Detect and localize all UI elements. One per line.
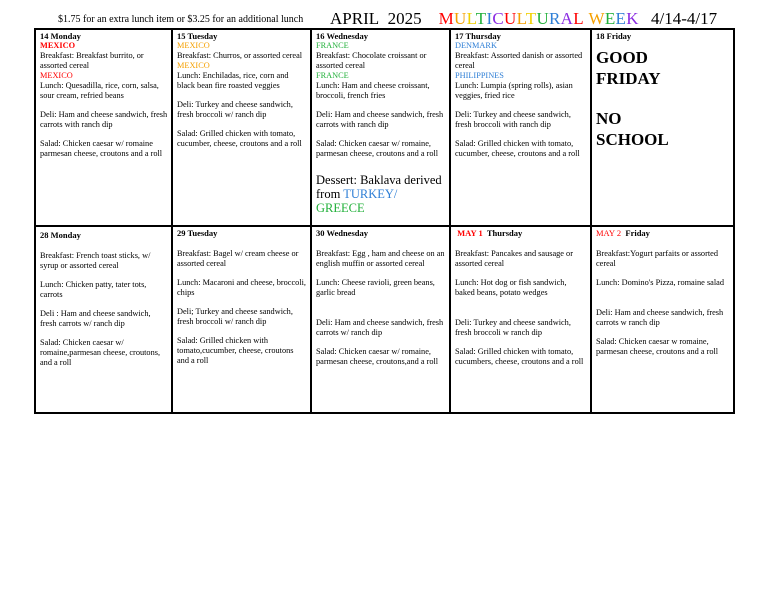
no-school-line2: SCHOOL bbox=[596, 130, 669, 149]
salad-item: Salad: Chicken caesar w/ romaine, parmesan cheese, croutons,and a roll bbox=[316, 347, 439, 366]
salad-item: Salad: Chicken caesar w/ romaine, parmesan cheese, croutons and a roll bbox=[316, 139, 439, 158]
country-label: PHILIPPINES bbox=[455, 71, 504, 80]
deli-item: Deli: Turkey and cheese sandwich, fresh broccoli with ranch dip bbox=[455, 110, 571, 129]
week-label-letter: U bbox=[536, 9, 550, 28]
menu-title bbox=[330, 9, 717, 29]
week-label-letter: T bbox=[525, 9, 537, 28]
lunch-item: Lunch: Quesadilla, rice, corn, salsa, sour cream, refried beans bbox=[40, 81, 159, 100]
week-label-letter: L bbox=[516, 9, 526, 28]
country-label: MEXICO bbox=[177, 61, 210, 70]
day-heading: 14 Monday bbox=[40, 31, 81, 41]
country-label: FRANCE bbox=[316, 71, 349, 80]
title-date-range: 4/14-4/17 bbox=[651, 9, 718, 28]
week-label-letter: T bbox=[475, 9, 487, 28]
week-label-letter: I bbox=[486, 9, 493, 28]
breakfast-item: Breakfast:Yogurt parfaits or assorted cereal bbox=[596, 249, 718, 268]
lunch-item: Lunch: Enchiladas, rice, corn and black bean fire roasted veggies bbox=[177, 71, 289, 90]
day-heading: 29 Tuesday bbox=[177, 228, 218, 238]
title-year: 2025 bbox=[387, 9, 422, 28]
dessert-text: Dessert: Baklava derived from bbox=[316, 173, 442, 201]
salad-item: Salad: Grilled chicken with tomato,cucumber, cheese, croutons and a roll bbox=[177, 336, 294, 365]
day-cell-may-2-friday bbox=[592, 227, 733, 412]
dessert-country-greece: GREECE bbox=[316, 201, 365, 215]
day-cell-16-wednesday bbox=[312, 30, 451, 227]
breakfast-item: Breakfast: Chocolate croissant or assorted cereal bbox=[316, 51, 427, 70]
breakfast-item: Breakfast: Egg , ham and cheese on an english muffin or assorted cereal bbox=[316, 249, 445, 268]
day-heading: 28 Monday bbox=[40, 230, 81, 240]
salad-item: Salad: Chicken caesar w/ romaine parmesan cheese, croutons and a roll bbox=[40, 139, 163, 158]
week-label-letter: A bbox=[560, 9, 574, 28]
week-label-letter: E bbox=[604, 9, 616, 28]
week-label-letter: M bbox=[438, 9, 455, 28]
multicultural-week-label bbox=[439, 9, 639, 28]
day-heading: 30 Wednesday bbox=[316, 228, 369, 238]
day-cell-28-monday bbox=[36, 227, 173, 412]
day-name: Friday bbox=[625, 228, 650, 238]
lunch-item: Lunch: Hot dog or fish sandwich, baked beans, potato wedges bbox=[455, 278, 567, 297]
lunch-item: Lunch: Domino's Pizza, romaine salad bbox=[596, 278, 724, 287]
day-cell-18-friday bbox=[592, 30, 733, 227]
day-date: MAY 2 bbox=[596, 228, 622, 238]
good-friday-line2: FRIDAY bbox=[596, 69, 661, 88]
salad-item: Salad: Grilled chicken with tomato, cucumber, cheese, croutons and a roll bbox=[177, 129, 302, 148]
country-label: FRANCE bbox=[316, 41, 349, 50]
breakfast-item: Breakfast: French toast sticks, w/ syrup or assorted cereal bbox=[40, 251, 151, 270]
lunch-item: Lunch: Chicken patty, tater tots, carrots bbox=[40, 280, 147, 299]
breakfast-item: Breakfast: Bagel w/ cream cheese or assorted cereal bbox=[177, 249, 299, 268]
deli-item: Deli : Ham and cheese sandwich, fresh carrots w/ ranch dip bbox=[40, 309, 151, 328]
week-label-letter: U bbox=[454, 9, 467, 28]
week-label-letter: L bbox=[466, 9, 476, 28]
day-heading: 18 Friday bbox=[596, 31, 632, 41]
week-label-letter: E bbox=[615, 9, 627, 28]
day-date: MAY 1 bbox=[457, 228, 483, 238]
salad-item: Salad: Grilled chicken with tomato, cucumbers, cheese, croutons and a roll bbox=[455, 347, 584, 366]
good-friday-line1: GOOD bbox=[596, 48, 648, 67]
day-cell-14-monday bbox=[36, 30, 173, 227]
day-name: Thursday bbox=[486, 228, 523, 238]
deli-item: Deli: Turkey and cheese sandwich, fresh broccoli w/ ranch dip bbox=[177, 100, 293, 119]
breakfast-item: Breakfast: Breakfast burrito, or assorted cereal bbox=[40, 51, 144, 70]
salad-item: Salad: Chicken caesar w/ romaine,parmesan cheese, croutons, and a roll bbox=[40, 338, 161, 367]
breakfast-item: Breakfast: Churros, or assorted cereal bbox=[177, 51, 303, 60]
day-cell-17-thursday bbox=[451, 30, 592, 227]
deli-item: Deli: Turkey and cheese sandwich, fresh broccoli w ranch dip bbox=[455, 318, 571, 337]
deli-item: Deli: Ham and cheese sandwich, fresh carrots with ranch dip bbox=[316, 110, 444, 129]
lunch-item: Lunch: Cheese ravioli, green beans, garlic bread bbox=[316, 278, 435, 297]
country-label: MEXICO bbox=[177, 41, 210, 50]
dessert-item bbox=[316, 173, 446, 215]
week-label-letter: L bbox=[573, 9, 584, 28]
breakfast-item: Breakfast: Assorted danish or assorted cereal bbox=[455, 51, 583, 70]
day-heading: 17 Thursday bbox=[455, 31, 501, 41]
day-heading bbox=[596, 228, 730, 238]
salad-item: Salad: Grilled chicken with tomato, cucumber, cheese, croutons and a roll bbox=[455, 139, 580, 158]
dessert-country-turkey: TURKEY/ bbox=[343, 187, 398, 201]
lunch-item: Lunch: Macaroni and cheese, broccoli, chips bbox=[177, 278, 307, 297]
lunch-item: Lunch: Ham and cheese croissant, broccoli, french fries bbox=[316, 81, 430, 100]
deli-item: Deli: Ham and cheese sandwich, fresh carrots w ranch dip bbox=[596, 308, 724, 327]
week-label-letter: R bbox=[549, 9, 561, 28]
week-label-letter: W bbox=[588, 9, 605, 28]
extra-lunch-price-note: $1.75 for an extra lunch item or $3.25 for an additional lunch bbox=[58, 14, 304, 25]
country-label: MEXICO bbox=[40, 71, 73, 80]
deli-item: Deli: Ham and cheese sandwich, fresh carrots w/ ranch dip bbox=[316, 318, 444, 337]
title-month: APRIL bbox=[330, 9, 380, 28]
week-label-letter: K bbox=[626, 9, 639, 28]
lunch-item: Lunch: Lumpia (spring rolls), asian veggies, fried rice bbox=[455, 81, 573, 100]
day-cell-29-tuesday bbox=[173, 227, 312, 412]
deli-item: Deli; Turkey and cheese sandwich, fresh broccoli w/ ranch dip bbox=[177, 307, 293, 326]
day-cell-30-wednesday bbox=[312, 227, 451, 412]
no-school-line1: NO bbox=[596, 109, 622, 128]
day-heading: 15 Tuesday bbox=[177, 31, 218, 41]
deli-item: Deli: Ham and cheese sandwich, fresh carrots with ranch dip bbox=[40, 110, 168, 129]
day-heading bbox=[455, 228, 587, 238]
week-label-letter: U bbox=[504, 9, 517, 28]
menu-calendar-grid bbox=[34, 28, 735, 414]
day-cell-15-tuesday bbox=[173, 30, 312, 227]
breakfast-item: Breakfast: Pancakes and sausage or assorted cereal bbox=[455, 249, 573, 268]
salad-item: Salad: Chicken caesar w romaine, parmesan cheese, croutons and a roll bbox=[596, 337, 719, 356]
day-cell-may-1-thursday bbox=[451, 227, 592, 412]
day-heading: 16 Wednesday bbox=[316, 31, 369, 41]
country-label: MEXICO bbox=[40, 41, 76, 50]
country-label: DENMARK bbox=[455, 41, 497, 50]
week-label-letter: C bbox=[492, 9, 505, 28]
